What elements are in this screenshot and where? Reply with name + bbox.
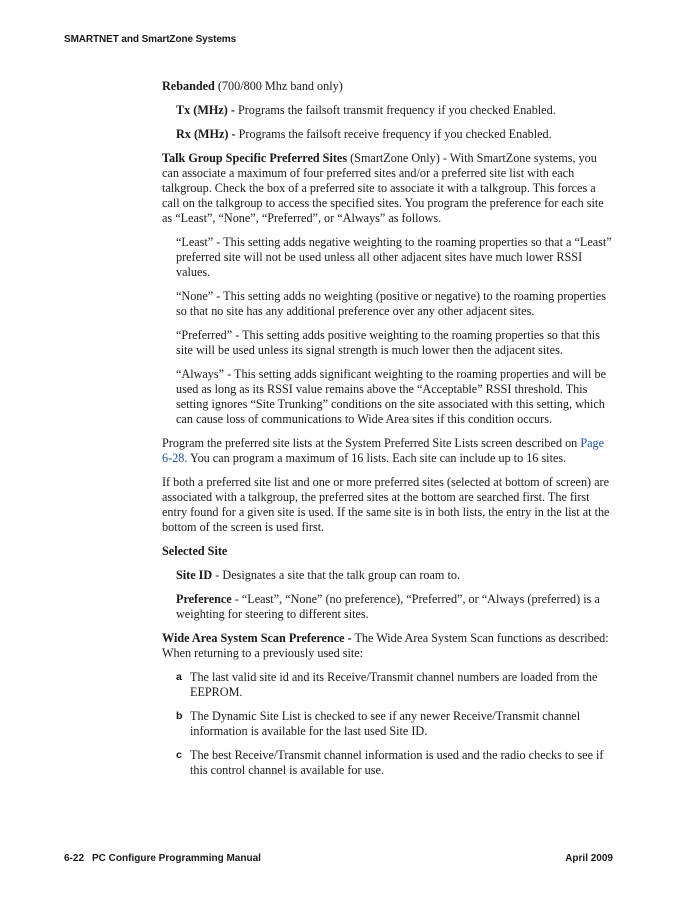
talkgroup-text: (SmartZone Only) - With SmartZone systems, you can associate a maximum of four preferred sites and/or a preferred site list with each talkgroup. Check the box of a preferred site to associate it with a talkgroup. This forces a call on the talkgroup to access the specified sites. You program the preference for each site as “Least”, “None”, “Preferred”, or “Always” as follows. (162, 151, 604, 225)
wide-area-paragraph (162, 631, 612, 661)
least-text: - This setting adds negative weighting to the roaming properties so that a “Least” preferred site will not be used unless all other adjacent sites have much lower RSSI values. (176, 235, 612, 279)
footer-left (64, 851, 261, 866)
program-lists-paragraph (162, 436, 612, 466)
preference-text: - “Least”, “None” (no preference), “Preferred”, or “Always (preferred) is a weighting for steering to different sites. (176, 592, 600, 621)
rx-paragraph (162, 127, 612, 142)
preferred-paragraph (162, 328, 612, 358)
preference-paragraph (162, 592, 612, 622)
list-marker: a (176, 671, 182, 683)
none-label: “None” (176, 289, 214, 303)
site-id-text: - Designates a site that the talk group can roam to. (212, 568, 460, 582)
least-paragraph (162, 235, 612, 280)
list-marker: c (176, 749, 182, 761)
rx-label: Rx (MHz) - (176, 127, 236, 141)
preferred-label: “Preferred” (176, 328, 233, 342)
list-item (162, 670, 612, 700)
none-text: - This setting adds no weighting (positive or negative) to the roaming properties so that no site has any additional preference over any other adjacent sites. (176, 289, 606, 318)
always-label: “Always” (176, 367, 225, 381)
talkgroup-paragraph (162, 151, 612, 226)
list-item-text: The last valid site id and its Receive/Transmit channel numbers are loaded from the EEPROM. (190, 670, 598, 699)
list-item (162, 748, 612, 778)
program-lists-text-after: . You can program a maximum of 16 lists. Each site can include up to 16 sites. (184, 451, 567, 465)
program-lists-text-before: Program the preferred site lists at the System Preferred Site Lists screen described on (162, 436, 581, 450)
site-id-label: Site ID (176, 568, 213, 582)
page-6-28-link[interactable]: Page 6-28 (162, 436, 605, 465)
footer-manual-title: PC Configure Programming Manual (92, 853, 261, 864)
list-item-text: The best Receive/Transmit channel information is used and the radio checks to see if this control channel is available for use. (190, 748, 604, 777)
always-text: - This setting adds significant weighting to the roaming properties and will be used as long as its RSSI value remains above the “Acceptable” RSSI threshold. This setting ignores “Site Trunking” conditions on the site associated with this setting, which can cause loss of communications to Wide Area sites if this condition occurs. (176, 367, 606, 426)
tx-paragraph (162, 103, 612, 118)
rebanded-label: Rebanded (162, 79, 215, 93)
rebanded-note: (700/800 Mhz band only) (214, 79, 343, 93)
footer-page-number: 6-22 (64, 853, 85, 864)
preferred-text: - This setting adds positive weighting to the roaming properties so that this site will be used unless its signal strength is much lower then the adjacent sites. (176, 328, 600, 357)
talkgroup-heading: Talk Group Specific Preferred Sites (162, 151, 348, 165)
always-paragraph (162, 367, 612, 427)
tx-text: Programs the failsoft transmit frequency if you checked Enabled. (234, 103, 556, 117)
least-label: “Least” (176, 235, 214, 249)
list-item (162, 709, 612, 739)
selected-site-label: Selected Site (162, 544, 228, 558)
body-text (162, 79, 612, 787)
selected-site-heading (162, 544, 612, 559)
list-marker: b (176, 710, 183, 722)
rx-text: Programs the failsoft receive frequency if you checked Enabled. (235, 127, 552, 141)
footer-date: April 2009 (565, 853, 613, 864)
list-item-text: The Dynamic Site List is checked to see if any newer Receive/Transmit channel information is available for the last used Site ID. (190, 709, 581, 738)
rebanded-heading (162, 79, 612, 94)
both-lists-paragraph: If both a preferred site list and one or more preferred sites (selected at bottom of screen) are associated with a talkgroup, the preferred sites at the bottom are searched first. The first entry found for a given site is used. If the same site is in both lists, the entry in the list at the bottom of the screen is used first. (162, 475, 610, 534)
preference-label: Preference (176, 592, 232, 606)
tx-label: Tx (MHz) - (176, 103, 235, 117)
site-id-paragraph (162, 568, 612, 583)
wide-area-text: The Wide Area System Scan functions as described: When returning to a previously used site: (162, 631, 609, 660)
none-paragraph (162, 289, 612, 319)
wide-area-heading: Wide Area System Scan Preference - (162, 631, 352, 645)
running-header: SMARTNET and SmartZone Systems (64, 34, 237, 45)
